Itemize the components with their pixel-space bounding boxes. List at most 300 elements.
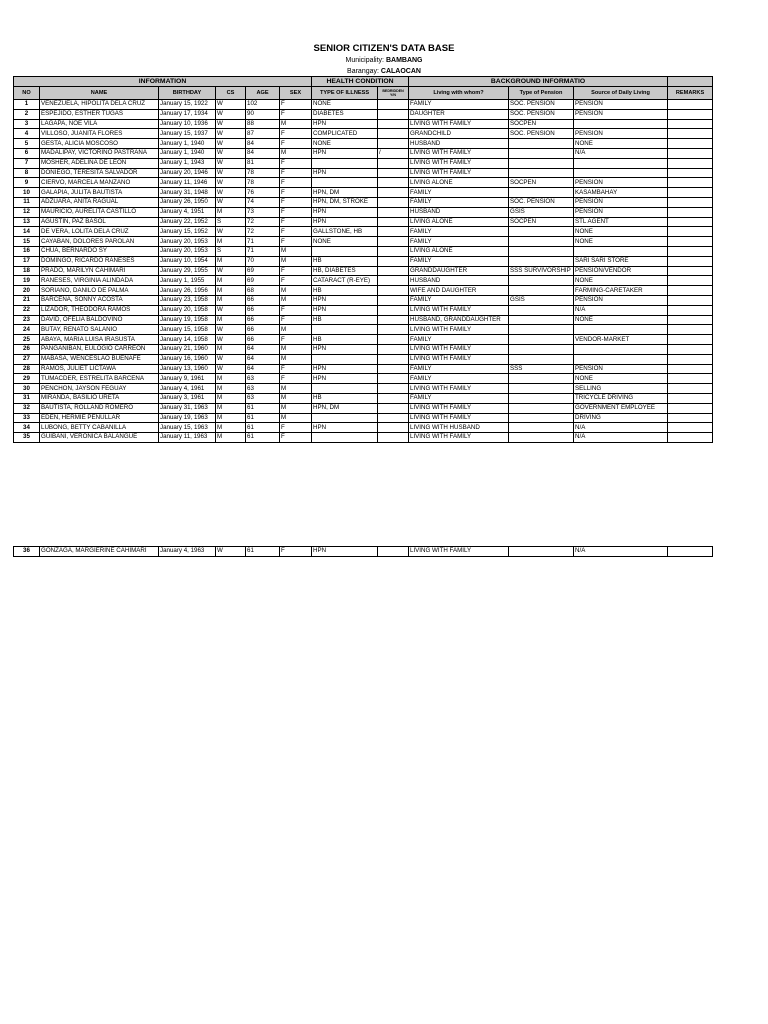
cell-illness: HPN — [312, 148, 378, 158]
cell-bedridden — [378, 403, 409, 413]
cell-remarks — [668, 119, 713, 129]
cell-sex: F — [280, 305, 312, 315]
cell-age: 61 — [246, 433, 280, 443]
cell-bedridden — [378, 217, 409, 227]
cell-remarks — [668, 276, 713, 286]
cell-source: N/A — [574, 148, 668, 158]
col-source: Source of Daily Living — [574, 87, 668, 100]
cell-illness: HB — [312, 335, 378, 345]
cell-pension — [509, 305, 574, 315]
cell-birthday: January 4, 1951 — [159, 207, 216, 217]
cell-illness: HPN, DM, STROKE — [312, 197, 378, 207]
cell-pension — [509, 237, 574, 247]
cell-pension: GSIS — [509, 207, 574, 217]
cell-source: PENSION — [574, 207, 668, 217]
cell-bedridden — [378, 315, 409, 325]
cell-living: LIVING WITH FAMILY — [409, 384, 509, 394]
cell-cs: W — [216, 335, 246, 345]
cell-no: 3 — [14, 119, 40, 129]
cell-source — [574, 246, 668, 256]
cell-birthday: January 20, 1958 — [159, 305, 216, 315]
cell-no: 14 — [14, 227, 40, 237]
cell-cs: W — [216, 158, 246, 168]
table-row — [14, 547, 713, 557]
cell-cs: W — [216, 178, 246, 188]
cell-illness — [312, 178, 378, 188]
cell-cs: M — [216, 295, 246, 305]
cell-cs: M — [216, 207, 246, 217]
cell-birthday: January 11, 1946 — [159, 178, 216, 188]
extra-rows-table — [13, 546, 713, 557]
cell-remarks — [668, 246, 713, 256]
table-row — [14, 217, 713, 227]
cell-cs: W — [216, 129, 246, 139]
table-row — [14, 286, 713, 296]
table-row — [14, 197, 713, 207]
cell-name: GUIBANI, VERONICA BALANGUE — [40, 433, 159, 443]
cell-pension — [509, 433, 574, 443]
cell-illness: HB, DIABETES — [312, 266, 378, 276]
col-cs: CS — [216, 87, 246, 100]
table-row — [14, 256, 713, 266]
cell-name: CIERVO, MARCELA MANZANO — [40, 178, 159, 188]
cell-source — [574, 344, 668, 354]
table-row — [14, 393, 713, 403]
cell-pension — [509, 423, 574, 433]
cell-bedridden — [378, 266, 409, 276]
cell-pension — [509, 286, 574, 296]
cell-remarks — [668, 217, 713, 227]
cell-bedridden — [378, 158, 409, 168]
cell-source — [574, 119, 668, 129]
cell-pension: SOCPEN — [509, 178, 574, 188]
cell-pension: GSIS — [509, 295, 574, 305]
cell-name: RANESES, VIRGINIA ALINDADA — [40, 276, 159, 286]
cell-source: NONE — [574, 374, 668, 384]
cell-age: 64 — [246, 364, 280, 374]
cell-sex: F — [280, 547, 312, 557]
cell-name: CHUA, BERNARDO SY — [40, 246, 159, 256]
cell-bedridden — [378, 335, 409, 345]
cell-age: 69 — [246, 266, 280, 276]
cell-name: SORIANO, DANILO DE PALMA — [40, 286, 159, 296]
cell-living: LIVING WITH FAMILY — [409, 158, 509, 168]
cell-remarks — [668, 207, 713, 217]
cell-birthday: January 29, 1955 — [159, 266, 216, 276]
cell-cs: S — [216, 217, 246, 227]
cell-remarks — [668, 364, 713, 374]
cell-name: MOSHER, ADELINA DE LEON — [40, 158, 159, 168]
cell-illness — [312, 158, 378, 168]
cell-sex: F — [280, 217, 312, 227]
cell-no: 10 — [14, 188, 40, 198]
cell-living: LIVING WITH HUSBAND — [409, 423, 509, 433]
col-bedridden: BEDRIDDEN Y/N — [378, 87, 409, 100]
cell-bedridden — [378, 354, 409, 364]
cell-name: CAYABAN, DOLORES PAROLAN — [40, 237, 159, 247]
cell-cs: W — [216, 547, 246, 557]
cell-bedridden — [378, 119, 409, 129]
cell-remarks — [668, 100, 713, 110]
cell-cs: W — [216, 109, 246, 119]
col-illness: TYPE OF ILLNESS — [312, 87, 378, 100]
cell-pension — [509, 139, 574, 149]
cell-bedridden — [378, 246, 409, 256]
cell-illness: CATARACT (R-EYE) — [312, 276, 378, 286]
cell-living: HUSBAND — [409, 276, 509, 286]
col-sex: SEX — [280, 87, 312, 100]
table-row — [14, 148, 713, 158]
cell-cs: M — [216, 413, 246, 423]
cell-remarks — [668, 286, 713, 296]
col-no: NO — [14, 87, 40, 100]
col-age: AGE — [246, 87, 280, 100]
cell-living: HUSBAND — [409, 207, 509, 217]
cell-name: LIZADOR, THEODORA RAMOS — [40, 305, 159, 315]
cell-illness: DIABETES — [312, 109, 378, 119]
cell-living: FAMILY — [409, 256, 509, 266]
group-header-row — [14, 77, 713, 87]
cell-source: N/A — [574, 433, 668, 443]
cell-no: 30 — [14, 384, 40, 394]
cell-pension: SSS — [509, 364, 574, 374]
cell-name: AGUSTIN, PAZ BASOL — [40, 217, 159, 227]
cell-no: 21 — [14, 295, 40, 305]
cell-illness: HPN — [312, 423, 378, 433]
cell-source: NONE — [574, 227, 668, 237]
cell-name: EDEN, HERMIE PENULLAR — [40, 413, 159, 423]
cell-no: 33 — [14, 413, 40, 423]
cell-remarks — [668, 266, 713, 276]
cell-living: FAMILY — [409, 197, 509, 207]
cell-birthday: January 1, 1943 — [159, 158, 216, 168]
cell-remarks — [668, 315, 713, 325]
cell-illness: HB — [312, 315, 378, 325]
cell-cs: S — [216, 246, 246, 256]
table-row — [14, 266, 713, 276]
cell-name: PENCHON, JAYSON FEGUAY — [40, 384, 159, 394]
cell-living: FAMILY — [409, 335, 509, 345]
extra-table-body — [14, 547, 713, 557]
cell-source: N/A — [574, 423, 668, 433]
table-row — [14, 158, 713, 168]
cell-cs: M — [216, 315, 246, 325]
cell-pension — [509, 227, 574, 237]
cell-pension: SOC. PENSION — [509, 197, 574, 207]
col-living: Living with whom? — [409, 87, 509, 100]
cell-illness: HPN — [312, 295, 378, 305]
cell-source: PENSION — [574, 178, 668, 188]
cell-sex: M — [280, 256, 312, 266]
cell-birthday: January 11, 1963 — [159, 433, 216, 443]
cell-age: 63 — [246, 393, 280, 403]
cell-age: 70 — [246, 256, 280, 266]
cell-illness: HPN — [312, 217, 378, 227]
barangay-label: Barangay: — [347, 68, 379, 75]
cell-cs: M — [216, 237, 246, 247]
table-row — [14, 354, 713, 364]
cell-bedridden — [378, 344, 409, 354]
cell-source: SELLING — [574, 384, 668, 394]
cell-bedridden — [378, 197, 409, 207]
cell-no: 17 — [14, 256, 40, 266]
cell-remarks — [668, 227, 713, 237]
group-information: INFORMATION — [14, 77, 312, 87]
cell-bedridden — [378, 384, 409, 394]
cell-cs: M — [216, 374, 246, 384]
cell-birthday: January 15, 1937 — [159, 129, 216, 139]
cell-sex: F — [280, 423, 312, 433]
cell-no: 32 — [14, 403, 40, 413]
cell-name: BARCENA, SONNY ACOSTA — [40, 295, 159, 305]
cell-illness: NONE — [312, 100, 378, 110]
table-row — [14, 344, 713, 354]
cell-birthday: January 22, 1952 — [159, 217, 216, 227]
table-row — [14, 325, 713, 335]
cell-bedridden — [378, 305, 409, 315]
document-title: SENIOR CITIZEN'S DATA BASE — [313, 43, 455, 54]
cell-remarks — [668, 168, 713, 178]
cell-no: 35 — [14, 433, 40, 443]
cell-living: FAMILY — [409, 237, 509, 247]
cell-source — [574, 158, 668, 168]
cell-name: ABAYA, MARIA LUISA IRASUSTA — [40, 335, 159, 345]
cell-cs: W — [216, 305, 246, 315]
cell-pension: SOCPEN — [509, 119, 574, 129]
cell-age: 71 — [246, 237, 280, 247]
cell-living: LIVING WITH FAMILY — [409, 119, 509, 129]
cell-age: 63 — [246, 384, 280, 394]
cell-no: 27 — [14, 354, 40, 364]
cell-name: MIRANDA, BASILIO URETA — [40, 393, 159, 403]
cell-sex: M — [280, 246, 312, 256]
col-remarks: REMARKS — [668, 87, 713, 100]
cell-birthday: January 26, 1950 — [159, 197, 216, 207]
cell-cs: M — [216, 384, 246, 394]
extra-rows-section — [13, 546, 713, 557]
cell-living: LIVING WITH FAMILY — [409, 325, 509, 335]
cell-pension — [509, 413, 574, 423]
cell-age: 88 — [246, 119, 280, 129]
cell-source: STL AGENT — [574, 217, 668, 227]
cell-sex: F — [280, 207, 312, 217]
cell-birthday: January 19, 1963 — [159, 413, 216, 423]
cell-living: LIVING WITH FAMILY — [409, 354, 509, 364]
cell-cs: W — [216, 119, 246, 129]
cell-pension — [509, 547, 574, 557]
cell-name: GESTA, ALICIA MOSCOSO — [40, 139, 159, 149]
cell-pension — [509, 354, 574, 364]
cell-age: 66 — [246, 305, 280, 315]
cell-source — [574, 168, 668, 178]
cell-bedridden — [378, 129, 409, 139]
table-row — [14, 109, 713, 119]
cell-no: 20 — [14, 286, 40, 296]
cell-remarks — [668, 325, 713, 335]
cell-no: 16 — [14, 246, 40, 256]
cell-illness — [312, 413, 378, 423]
cell-birthday: January 20, 1953 — [159, 237, 216, 247]
cell-illness — [312, 246, 378, 256]
cell-sex: F — [280, 129, 312, 139]
cell-source: NONE — [574, 139, 668, 149]
cell-remarks — [668, 384, 713, 394]
cell-living: LIVING WITH FAMILY — [409, 403, 509, 413]
cell-pension — [509, 315, 574, 325]
cell-living: DAUGHTER — [409, 109, 509, 119]
cell-source: TRICYCLE DRIVING — [574, 393, 668, 403]
cell-remarks — [668, 237, 713, 247]
cell-sex: F — [280, 227, 312, 237]
cell-no: 8 — [14, 168, 40, 178]
cell-source: DRIVING — [574, 413, 668, 423]
cell-no: 29 — [14, 374, 40, 384]
cell-age: 76 — [246, 188, 280, 198]
cell-name: DONIEGO, TERESITA SALVADOR — [40, 168, 159, 178]
table-row — [14, 178, 713, 188]
cell-bedridden — [378, 374, 409, 384]
cell-living: LIVING ALONE — [409, 217, 509, 227]
cell-living: LIVING WITH FAMILY — [409, 433, 509, 443]
cell-no: 15 — [14, 237, 40, 247]
cell-pension — [509, 256, 574, 266]
cell-age: 66 — [246, 325, 280, 335]
cell-age: 84 — [246, 139, 280, 149]
cell-age: 84 — [246, 148, 280, 158]
cell-age: 64 — [246, 344, 280, 354]
cell-no: 7 — [14, 158, 40, 168]
table-row — [14, 139, 713, 149]
table-row — [14, 276, 713, 286]
cell-bedridden — [378, 276, 409, 286]
cell-no: 28 — [14, 364, 40, 374]
cell-no: 12 — [14, 207, 40, 217]
cell-sex: F — [280, 276, 312, 286]
cell-birthday: January 3, 1961 — [159, 393, 216, 403]
cell-sex: M — [280, 384, 312, 394]
cell-source: PENSION — [574, 129, 668, 139]
cell-illness: GALLSTONE, HB — [312, 227, 378, 237]
cell-bedridden — [378, 433, 409, 443]
cell-bedridden — [378, 364, 409, 374]
cell-sex: F — [280, 168, 312, 178]
cell-remarks — [668, 354, 713, 364]
cell-birthday: January 15, 1963 — [159, 423, 216, 433]
cell-illness: NONE — [312, 139, 378, 149]
cell-bedridden — [378, 168, 409, 178]
cell-no: 6 — [14, 148, 40, 158]
col-pension-type: Type of Pension — [509, 87, 574, 100]
cell-bedridden — [378, 139, 409, 149]
cell-no: 4 — [14, 129, 40, 139]
cell-remarks — [668, 188, 713, 198]
cell-name: BAUTISTA, ROLLAND ROMERO — [40, 403, 159, 413]
cell-name: ESPEJIDO, ESTHER TUGAS — [40, 109, 159, 119]
cell-illness: HPN — [312, 119, 378, 129]
cell-birthday: January 1, 1955 — [159, 276, 216, 286]
cell-birthday: January 1, 1940 — [159, 139, 216, 149]
cell-no: 36 — [14, 547, 40, 557]
cell-age: 73 — [246, 207, 280, 217]
cell-pension: SSS SURVIVORSHIP — [509, 266, 574, 276]
cell-source: N/A — [574, 547, 668, 557]
cell-no: 9 — [14, 178, 40, 188]
cell-sex: F — [280, 335, 312, 345]
cell-source: PENSION/VENDOR — [574, 266, 668, 276]
cell-source: PENSION — [574, 364, 668, 374]
cell-no: 22 — [14, 305, 40, 315]
cell-cs: M — [216, 403, 246, 413]
cell-illness: HPN — [312, 168, 378, 178]
cell-birthday: January 1, 1940 — [159, 148, 216, 158]
cell-cs: W — [216, 168, 246, 178]
cell-illness — [312, 325, 378, 335]
cell-living: LIVING WITH FAMILY — [409, 547, 509, 557]
col-birthday: BIRTHDAY — [159, 87, 216, 100]
group-health: HEALTH CONDITION — [312, 77, 409, 87]
cell-birthday: January 15, 1922 — [159, 100, 216, 110]
cell-birthday: January 23, 1958 — [159, 295, 216, 305]
cell-sex: M — [280, 413, 312, 423]
cell-illness: COMPLICATED — [312, 129, 378, 139]
cell-bedridden — [378, 423, 409, 433]
municipality-value: BAMBANG — [385, 57, 423, 64]
cell-no: 18 — [14, 266, 40, 276]
cell-sex: F — [280, 433, 312, 443]
cell-cs: W — [216, 364, 246, 374]
barangay-value: CALAOCAN — [380, 68, 421, 75]
cell-age: 78 — [246, 178, 280, 188]
cell-sex: M — [280, 403, 312, 413]
cell-living: GRANDCHILD — [409, 129, 509, 139]
cell-sex: F — [280, 315, 312, 325]
table-row — [14, 364, 713, 374]
cell-source — [574, 354, 668, 364]
cell-remarks — [668, 129, 713, 139]
cell-illness: NONE — [312, 237, 378, 247]
cell-living: FAMILY — [409, 227, 509, 237]
cell-illness — [312, 354, 378, 364]
cell-remarks — [668, 305, 713, 315]
cell-living: FAMILY — [409, 364, 509, 374]
cell-remarks — [668, 139, 713, 149]
cell-name: LUBONG, BETTY CABANILLA — [40, 423, 159, 433]
cell-pension — [509, 276, 574, 286]
cell-source: PENSION — [574, 295, 668, 305]
cell-sex: M — [280, 119, 312, 129]
cell-illness — [312, 433, 378, 443]
cell-age: 68 — [246, 286, 280, 296]
cell-age: 74 — [246, 197, 280, 207]
table-row — [14, 423, 713, 433]
table-row — [14, 433, 713, 443]
cell-remarks — [668, 148, 713, 158]
cell-pension: SOC. PENSION — [509, 100, 574, 110]
cell-sex: M — [280, 148, 312, 158]
cell-name: VENEZUELA, HIPOLITA DELA CRUZ — [40, 100, 159, 110]
cell-remarks — [668, 433, 713, 443]
cell-no: 26 — [14, 344, 40, 354]
cell-living: LIVING WITH FAMILY — [409, 168, 509, 178]
cell-illness: HPN — [312, 374, 378, 384]
cell-sex: F — [280, 188, 312, 198]
cell-name: RAMOS, JULIET LICTAWA — [40, 364, 159, 374]
cell-pension — [509, 335, 574, 345]
cell-living: LIVING WITH FAMILY — [409, 305, 509, 315]
cell-sex: M — [280, 354, 312, 364]
cell-age: 78 — [246, 168, 280, 178]
cell-illness: HPN, DM — [312, 188, 378, 198]
